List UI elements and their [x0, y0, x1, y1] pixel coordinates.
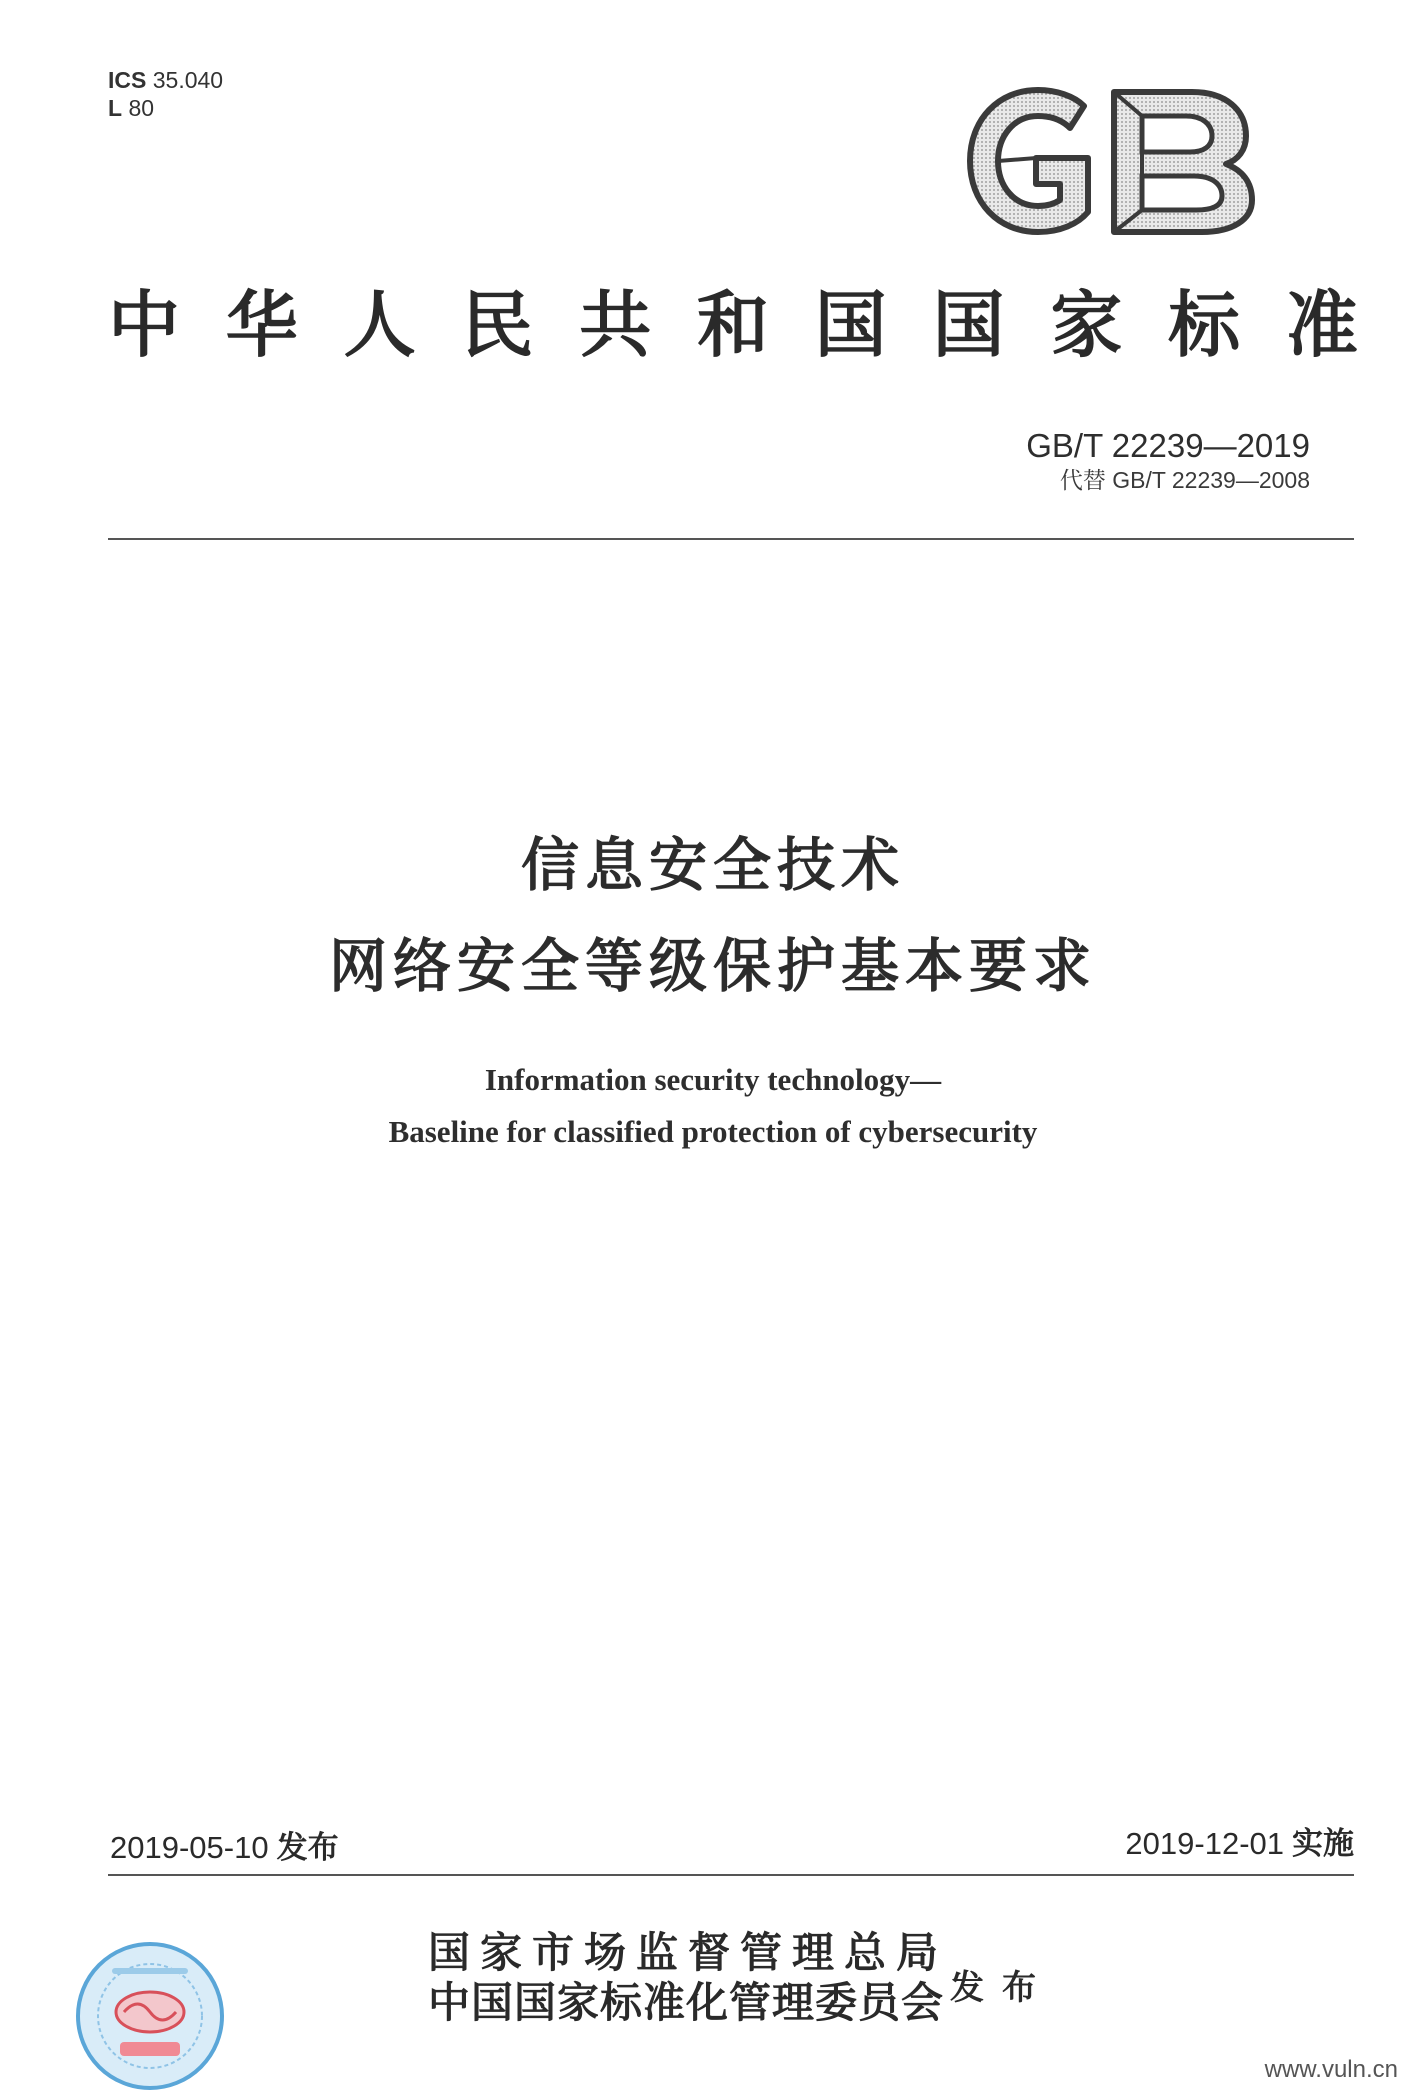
watermark-url: www.vuln.cn [1264, 2056, 1398, 2083]
ics-code-row [108, 66, 223, 94]
national-title-char: 标 [1168, 282, 1241, 367]
issue-date: 2019-05-10 [110, 1830, 269, 1865]
standard-number: GB/T 22239—2019 [1026, 427, 1310, 464]
ccs-code-row [108, 94, 223, 122]
issuer-sac: 中国国家标准化管理委员会 [428, 1978, 945, 2027]
replaced-standard: 代替 GB/T 22239—2008 [1059, 467, 1310, 493]
national-title-char: 共 [579, 282, 652, 367]
national-title-char: 民 [461, 282, 534, 367]
chinese-title-line-1: 信息安全技术 [520, 831, 905, 899]
national-title-char: 国 [932, 282, 1005, 367]
national-title-char: 家 [1050, 282, 1123, 367]
effective-date: 2019-12-01 [1125, 1826, 1284, 1861]
national-title-char: 人 [343, 282, 416, 367]
national-standard-title [108, 280, 1358, 370]
english-title-line-1: Information security technology— [484, 1062, 942, 1097]
anti-counterfeit-seal-icon [72, 1938, 228, 2094]
national-title-char: 中 [108, 282, 181, 367]
classification-codes [108, 66, 223, 122]
issuing-authorities [428, 1928, 948, 2028]
national-title-char: 华 [225, 282, 298, 367]
national-title-char: 国 [814, 282, 887, 367]
issue-label: 发布 [950, 1968, 1054, 2008]
english-title-line-2: Baseline for classified protection of cybersecurity [388, 1114, 1038, 1149]
header-divider [108, 538, 1354, 540]
ccs-label: L [108, 95, 123, 121]
issue-date-suffix: 发布 [276, 1830, 339, 1866]
gb-logo [964, 84, 1260, 238]
national-title-char: 和 [696, 282, 769, 367]
issuer-samr: 国家市场监督管理总局 [428, 1928, 949, 1977]
effective-date-block [1125, 1824, 1354, 1864]
ics-label: ICS [108, 67, 147, 93]
chinese-title-line-2: 网络安全等级保护基本要求 [328, 932, 1097, 1000]
effective-date-suffix: 实施 [1292, 1826, 1354, 1862]
ics-code: 35.040 [152, 67, 224, 93]
ccs-code: 80 [128, 95, 155, 121]
national-title-char: 准 [1285, 282, 1358, 367]
issue-date-block [110, 1828, 339, 1868]
footer-divider [108, 1874, 1354, 1876]
